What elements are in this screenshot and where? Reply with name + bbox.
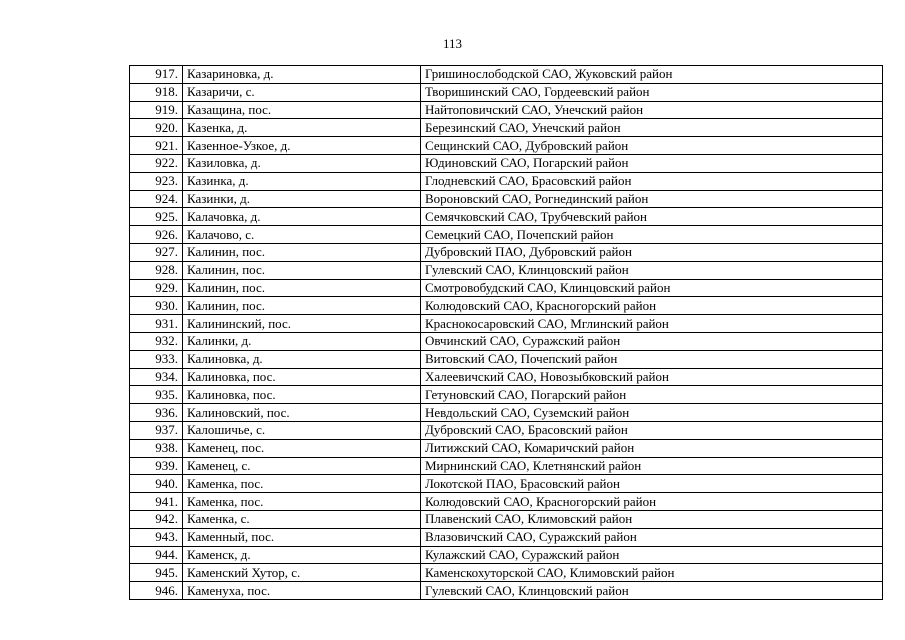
settlement-name: Калинин, пос. [183, 243, 421, 261]
table-row [130, 226, 883, 244]
administration-name: Колюдовский САО, Красногорский район [421, 297, 883, 315]
table-row [130, 190, 883, 208]
administration-name: Влазовичский САО, Суражский район [421, 528, 883, 546]
settlement-name: Казаричи, с. [183, 83, 421, 101]
administration-name: Гулевский САО, Клинцовский район [421, 582, 883, 600]
settlement-name: Калиновка, пос. [183, 386, 421, 404]
administration-name: Гулевский САО, Клинцовский район [421, 261, 883, 279]
settlement-name: Каменуха, пос. [183, 582, 421, 600]
administration-name: Найтоповичский САО, Унечский район [421, 101, 883, 119]
settlement-name: Казащина, пос. [183, 101, 421, 119]
row-number: 933. [130, 350, 183, 368]
administration-name: Мирнинский САО, Клетнянский район [421, 457, 883, 475]
row-number: 926. [130, 226, 183, 244]
administration-name: Локотской ПАО, Брасовский район [421, 475, 883, 493]
settlement-name: Казинка, д. [183, 172, 421, 190]
table-row [130, 564, 883, 582]
row-number: 939. [130, 457, 183, 475]
table-row [130, 119, 883, 137]
settlement-name: Каменный, пос. [183, 528, 421, 546]
table-row [130, 421, 883, 439]
row-number: 918. [130, 83, 183, 101]
table-row [130, 493, 883, 511]
administration-name: Глодневский САО, Брасовский район [421, 172, 883, 190]
settlement-name: Калачово, с. [183, 226, 421, 244]
row-number: 931. [130, 315, 183, 333]
settlement-name: Калинин, пос. [183, 297, 421, 315]
row-number: 943. [130, 528, 183, 546]
administration-name: Невдольский САО, Суземский район [421, 404, 883, 422]
row-number: 921. [130, 137, 183, 155]
table-row [130, 332, 883, 350]
table-row [130, 439, 883, 457]
administration-name: Семячковский САО, Трубчевский район [421, 208, 883, 226]
row-number: 919. [130, 101, 183, 119]
row-number: 927. [130, 243, 183, 261]
settlement-name: Калиновка, д. [183, 350, 421, 368]
table-row [130, 83, 883, 101]
settlement-name: Казариновка, д. [183, 66, 421, 84]
row-number: 923. [130, 172, 183, 190]
row-number: 929. [130, 279, 183, 297]
settlement-name: Калинин, пос. [183, 261, 421, 279]
row-number: 930. [130, 297, 183, 315]
table-row [130, 457, 883, 475]
row-number: 941. [130, 493, 183, 511]
table-row [130, 172, 883, 190]
table-row [130, 546, 883, 564]
administration-name: Колюдовский САО, Красногорский район [421, 493, 883, 511]
administration-name: Дубровский ПАО, Дубровский район [421, 243, 883, 261]
table-row [130, 368, 883, 386]
administration-name: Гетуновский САО, Погарский район [421, 386, 883, 404]
settlement-name: Калачовка, д. [183, 208, 421, 226]
row-number: 944. [130, 546, 183, 564]
table-row [130, 582, 883, 600]
settlement-name: Калинин, пос. [183, 279, 421, 297]
settlement-name: Казенное-Узкое, д. [183, 137, 421, 155]
table-row [130, 137, 883, 155]
row-number: 934. [130, 368, 183, 386]
administration-name: Юдиновский САО, Погарский район [421, 154, 883, 172]
row-number: 945. [130, 564, 183, 582]
table-row [130, 101, 883, 119]
settlement-name: Калошичье, с. [183, 421, 421, 439]
table-row [130, 279, 883, 297]
settlement-name: Каменский Хутор, с. [183, 564, 421, 582]
settlement-name: Казинки, д. [183, 190, 421, 208]
table-row [130, 475, 883, 493]
settlement-name: Казиловка, д. [183, 154, 421, 172]
row-number: 940. [130, 475, 183, 493]
row-number: 922. [130, 154, 183, 172]
row-number: 942. [130, 510, 183, 528]
table-row [130, 208, 883, 226]
row-number: 946. [130, 582, 183, 600]
administration-name: Халеевичский САО, Новозыбковский район [421, 368, 883, 386]
row-number: 924. [130, 190, 183, 208]
administration-name: Сещинский САО, Дубровский район [421, 137, 883, 155]
row-number: 932. [130, 332, 183, 350]
table-row [130, 66, 883, 84]
settlement-name: Казенка, д. [183, 119, 421, 137]
table-row [130, 297, 883, 315]
row-number: 936. [130, 404, 183, 422]
settlement-name: Каменец, пос. [183, 439, 421, 457]
settlement-name: Калиновка, пос. [183, 368, 421, 386]
row-number: 917. [130, 66, 183, 84]
settlement-name: Каменка, пос. [183, 475, 421, 493]
administration-name: Овчинский САО, Суражский район [421, 332, 883, 350]
table-row [130, 386, 883, 404]
administration-name: Семецкий САО, Почепский район [421, 226, 883, 244]
row-number: 925. [130, 208, 183, 226]
row-number: 935. [130, 386, 183, 404]
row-number: 920. [130, 119, 183, 137]
settlement-name: Калиновский, пос. [183, 404, 421, 422]
administration-name: Краснокосаровский САО, Мглинский район [421, 315, 883, 333]
settlement-name: Каменец, с. [183, 457, 421, 475]
table-row [130, 243, 883, 261]
row-number: 928. [130, 261, 183, 279]
table-row [130, 261, 883, 279]
table-row [130, 154, 883, 172]
row-number: 937. [130, 421, 183, 439]
administration-name: Витовский САО, Почепский район [421, 350, 883, 368]
administration-name: Творишинский САО, Гордеевский район [421, 83, 883, 101]
settlement-name: Каменск, д. [183, 546, 421, 564]
administration-name: Гришинослободской САО, Жуковский район [421, 66, 883, 84]
settlements-table-body [130, 66, 883, 600]
administration-name: Плавенский САО, Климовский район [421, 510, 883, 528]
administration-name: Березинский САО, Унечский район [421, 119, 883, 137]
settlement-name: Каменка, с. [183, 510, 421, 528]
table-row [130, 404, 883, 422]
administration-name: Каменскохуторской САО, Климовский район [421, 564, 883, 582]
administration-name: Смотровобудский САО, Клинцовский район [421, 279, 883, 297]
settlement-name: Калининский, пос. [183, 315, 421, 333]
page-number: 113 [442, 36, 463, 51]
table-row [130, 315, 883, 333]
settlement-name: Калинки, д. [183, 332, 421, 350]
settlement-name: Каменка, пос. [183, 493, 421, 511]
table-row [130, 350, 883, 368]
settlements-table [129, 65, 883, 600]
table-row [130, 510, 883, 528]
administration-name: Кулажский САО, Суражский район [421, 546, 883, 564]
administration-name: Дубровский САО, Брасовский район [421, 421, 883, 439]
administration-name: Литижский САО, Комаричский район [421, 439, 883, 457]
administration-name: Вороновский САО, Рогнединский район [421, 190, 883, 208]
table-row [130, 528, 883, 546]
row-number: 938. [130, 439, 183, 457]
